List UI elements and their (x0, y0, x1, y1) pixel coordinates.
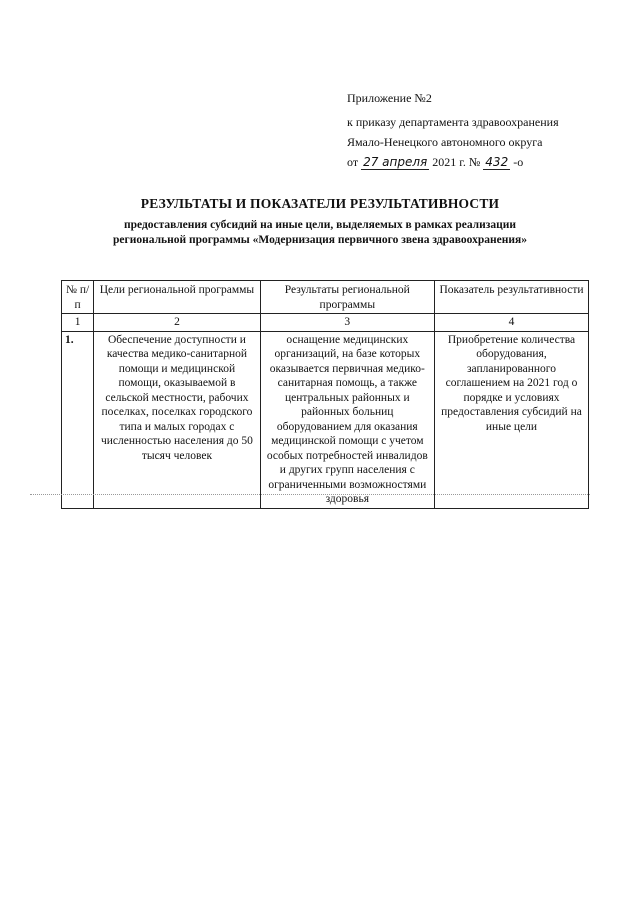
document-title: РЕЗУЛЬТАТЫ И ПОКАЗАТЕЛИ РЕЗУЛЬТАТИВНОСТИ (140, 196, 500, 211)
number-suffix: -о (513, 155, 524, 169)
appendix-title: Приложение №2 (347, 91, 432, 105)
row-goal: Обеспечение доступности и качества медико-санитарной помощи и медицинской помощи, оказываемой в сельской местности, рабочих поселках, поселках городского типа и малых городах с численностью населения до 50 тысяч человек (94, 331, 260, 508)
appendix-date-line (347, 152, 559, 172)
column-number: 1 (62, 314, 94, 332)
header-results: Результаты региональной программы (260, 281, 434, 314)
header-num: № п/п (62, 281, 94, 314)
appendix-block (347, 88, 559, 172)
subtitle-line-1: предоставления субсидий на иные цели, выделяемых в рамках реализации (123, 219, 517, 231)
header-indicator: Показатель результативности (434, 281, 588, 314)
column-number: 4 (434, 314, 588, 332)
table-row (62, 331, 589, 508)
appendix-line-1: к приказу департамента здравоохранения (347, 115, 559, 129)
scan-dotted-line (30, 494, 590, 495)
row-indicator: Приобретение количества оборудования, запланированного соглашением на 2021 год о порядке и условиях предоставления субсидий на иные цели (434, 331, 588, 508)
from-prefix: от (347, 155, 359, 169)
column-number: 2 (94, 314, 260, 332)
row-result: оснащение медицинских организаций, на базе которых оказывается первичная медико-санитарная помощь, а также центральных районных и районных больниц оборудованием для оказания медицинской помощи с учетом особых потребностей инвалидов и других групп населения с ограниченными возможностями здоровья (260, 331, 434, 508)
header-goals: Цели региональной программы (94, 281, 260, 314)
subtitle-line-2: региональной программы «Модернизация первичного звена здравоохранения» (113, 234, 527, 246)
column-number-row (62, 314, 589, 332)
number-prefix: № (468, 155, 481, 169)
document-heading (60, 196, 580, 248)
year-text: 2021 г. (432, 155, 466, 169)
header-row (62, 281, 589, 314)
handwritten-date: 27 апреля (363, 155, 428, 169)
column-number: 3 (260, 314, 434, 332)
appendix-line-2: Ямало-Ненецкого автономного округа (347, 135, 543, 149)
handwritten-number: 432 (485, 155, 509, 169)
results-table (61, 280, 589, 509)
row-number: 1. (62, 331, 94, 508)
